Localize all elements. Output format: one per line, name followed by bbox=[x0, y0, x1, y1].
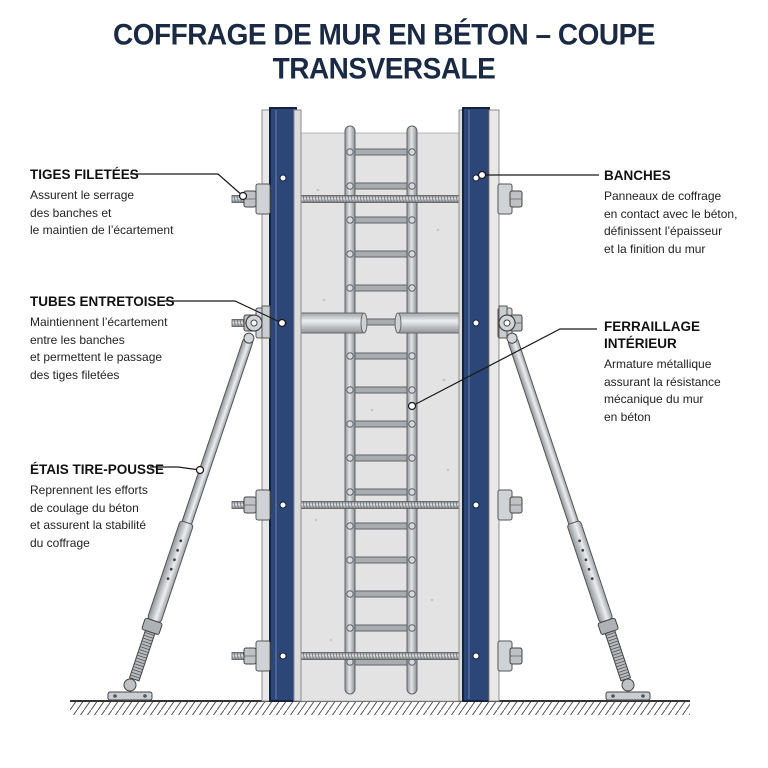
label-tiges-title: TIGES FILETÉES bbox=[30, 167, 139, 182]
rebar-tie bbox=[409, 591, 415, 597]
rebar-stirrup bbox=[345, 149, 417, 155]
rebar-tie bbox=[347, 387, 353, 393]
rebar-tie bbox=[347, 217, 353, 223]
rebar-tie bbox=[347, 251, 353, 257]
label-etais-tire-pousse bbox=[30, 461, 164, 552]
rebar-stirrup bbox=[345, 659, 417, 665]
tie-plate bbox=[256, 184, 270, 214]
label-ferraillage-title: FERRAILLAGE INTÉRIEUR bbox=[604, 319, 700, 351]
label-ferraillage-desc: Armature métallique assurant la résistance mécanique du mur en béton bbox=[604, 357, 721, 424]
page-title: COFFRAGE DE MUR EN BÉTON – COUPE TRANSVERSALE bbox=[113, 18, 655, 85]
rebar-stirrup bbox=[345, 489, 417, 495]
rebar-stirrup bbox=[345, 455, 417, 461]
label-etais-title: ÉTAIS TIRE-POUSSE bbox=[30, 462, 165, 477]
rebar-vertical-bar bbox=[345, 126, 355, 694]
rebar-stirrup bbox=[345, 557, 417, 563]
rebar-tie bbox=[409, 217, 415, 223]
rebar-stirrup bbox=[345, 591, 417, 597]
panel-bolt bbox=[280, 502, 286, 508]
rebar-stirrup bbox=[345, 523, 417, 529]
rebar-tie bbox=[347, 353, 353, 359]
rebar-stirrup bbox=[345, 353, 417, 359]
rebar-stirrup bbox=[345, 285, 417, 291]
prop-base-hinge bbox=[124, 679, 136, 691]
rebar-tie bbox=[347, 557, 353, 563]
prop-lower-tube bbox=[567, 520, 613, 622]
rebar-tie bbox=[347, 285, 353, 291]
prop-bracket-left bbox=[262, 306, 270, 338]
label-etais-desc: Reprennent les efforts de coulage du béton et assurent la stabilité du coffrage bbox=[30, 483, 148, 550]
rebar-tie bbox=[347, 489, 353, 495]
label-tubes-entretoises bbox=[30, 293, 175, 384]
label-banches bbox=[604, 167, 737, 258]
rebar-stirrup bbox=[345, 217, 417, 223]
label-tiges-desc: Assurent le serrage des banches et le maintien de l’écartement bbox=[30, 188, 174, 237]
panel-bolt bbox=[473, 653, 479, 659]
rebar-tie bbox=[347, 421, 353, 427]
rebar-stirrup bbox=[345, 251, 417, 257]
spacer-tube-right bbox=[395, 313, 466, 333]
rebar-tie bbox=[347, 149, 353, 155]
ground bbox=[70, 701, 690, 715]
panel-bolt bbox=[280, 175, 286, 181]
rebar-tie bbox=[347, 591, 353, 597]
rebar-tie bbox=[347, 455, 353, 461]
rebar-tie bbox=[409, 251, 415, 257]
rebar-stirrup bbox=[345, 387, 417, 393]
spacer-tube-left bbox=[296, 313, 367, 333]
rebar-tie bbox=[409, 455, 415, 461]
rebar-tie bbox=[409, 353, 415, 359]
rebar-tie bbox=[409, 523, 415, 529]
panel-bolt bbox=[473, 502, 479, 508]
rebar-stirrup bbox=[345, 183, 417, 189]
panel-bolt bbox=[280, 653, 286, 659]
panel-bolt bbox=[473, 320, 479, 326]
formwork-panel-right bbox=[459, 108, 499, 701]
rebar-tie bbox=[409, 421, 415, 427]
rebar-stirrup bbox=[345, 625, 417, 631]
tie-plate bbox=[256, 641, 270, 671]
rebar-tie bbox=[409, 149, 415, 155]
prop-base-hinge bbox=[622, 679, 634, 691]
tie-plate bbox=[256, 490, 270, 520]
rebar-tie bbox=[347, 523, 353, 529]
label-ferraillage bbox=[604, 318, 721, 426]
rebar-tie bbox=[409, 183, 415, 189]
label-banches-title: BANCHES bbox=[604, 168, 671, 183]
rebar-tie bbox=[347, 625, 353, 631]
label-banches-desc: Panneaux de coffrage en contact avec le béton, définissent l’épaisseur et la finition du mur bbox=[604, 189, 738, 256]
label-tiges-filetees bbox=[30, 166, 173, 240]
rebar-tie bbox=[409, 285, 415, 291]
label-tubes-desc: Maintiennent l’écartement entre les banches et permettent le passage des tiges filetées bbox=[30, 315, 168, 382]
prop-upper-tube bbox=[177, 337, 254, 540]
rebar-tie bbox=[409, 557, 415, 563]
rebar-stirrup bbox=[345, 421, 417, 427]
rebar-tie bbox=[347, 183, 353, 189]
rebar-tie bbox=[409, 489, 415, 495]
label-tubes-title: TUBES ENTRETOISES bbox=[30, 294, 175, 309]
rebar-tie bbox=[409, 387, 415, 393]
rebar-tie bbox=[409, 625, 415, 631]
